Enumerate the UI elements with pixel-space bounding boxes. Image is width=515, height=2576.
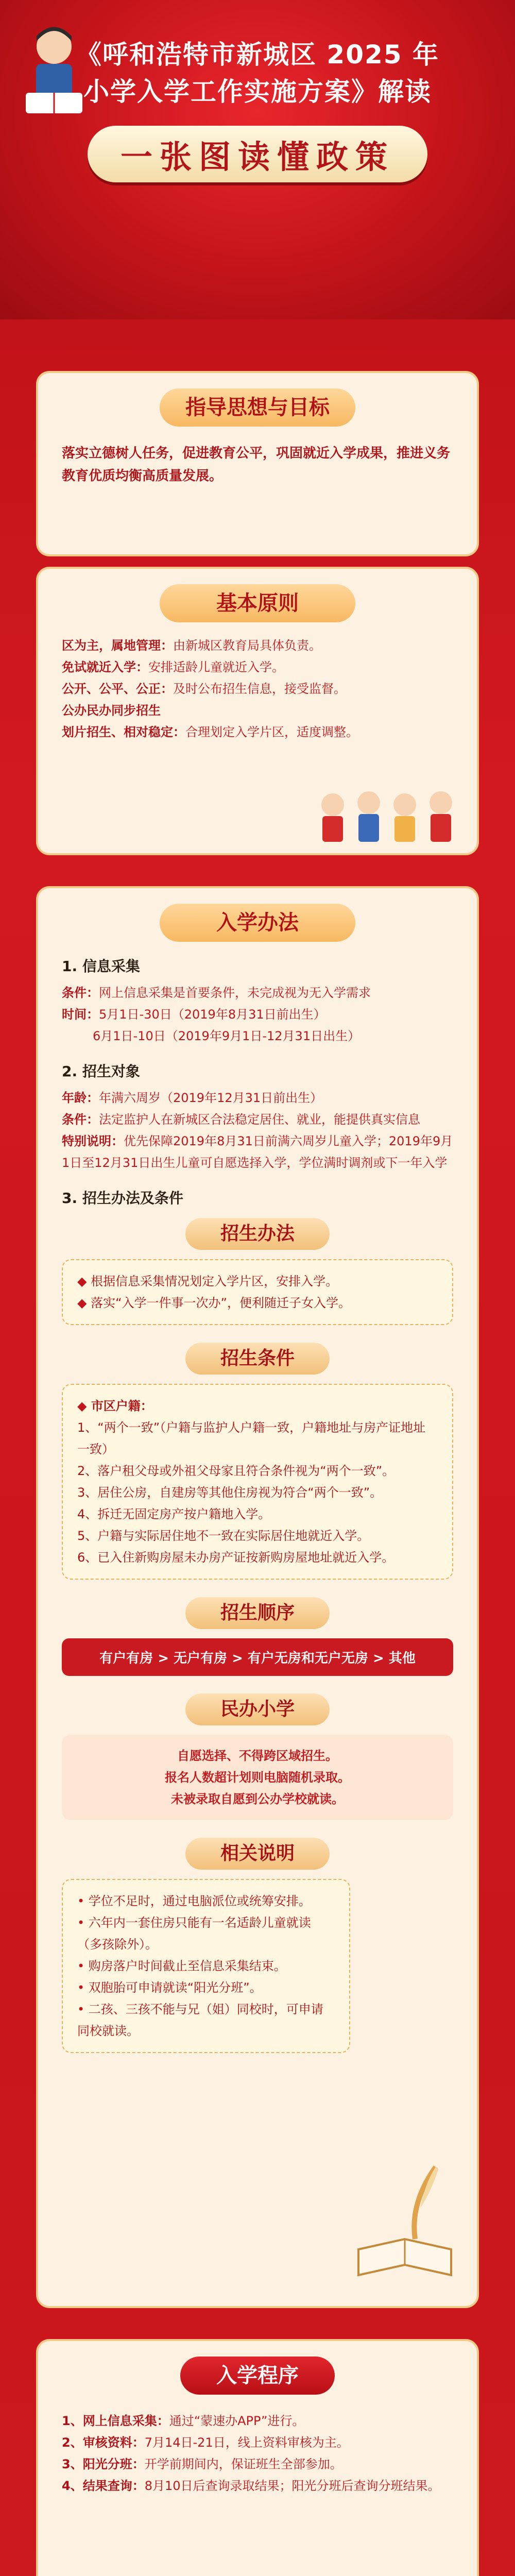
private-item: 报名人数超计划则电脑随机录取。 [165,1770,350,1785]
order-sequence: 有户有房 > 无户有房 > 有户无房和无户无房 > 其他 [62,1638,453,1676]
condition-title: ◆ 市区户籍： [77,1399,153,1413]
principle-row: 公办民办同步招生 [62,703,161,718]
procedure-step: 3、阳光分班：开学前期间内，保证班生全部参加。 [62,2457,342,2471]
principle-row: 划片招生、相对稳定：合理划定入学片区，适度调整。 [62,725,358,739]
principle-row: 区为主，属地管理：由新城区教育局具体负责。 [62,638,321,653]
condition-item: 4、拆迁无固定房产按户籍地入学。 [77,1507,271,1521]
admission-card [36,886,479,2308]
procedure-step: 2、审核资料：7月14日-21日，线上资料审核为主。 [62,2435,349,2450]
notes-heading: 相关说明 [185,1838,330,1870]
procedure-step: 4、结果查询：8月10日后查询录取结果；阳光分班后查询分班结果。 [62,2479,440,2493]
procedure-step: 1、网上信息采集：通过“蒙速办APP”进行。 [62,2414,305,2428]
target-row: 年龄：年满六周岁（2019年12月31日前出生） [62,1091,323,1105]
condition-box [62,1384,453,1580]
condition-item: 6、已入住新购房屋未办房产证按新购房屋地址就近入学。 [77,1550,394,1565]
children-group-icon [312,784,467,846]
notes-item: • 购房落户时间截止至信息采集结束。 [77,1959,286,1973]
principles-heading: 基本原则 [160,584,355,622]
method-item: ◆ 根据信息采集情况划定入学片区，安排入学。 [77,1274,338,1289]
private-item: 未被录取自愿到公办学校就读。 [171,1792,344,1806]
notes-box [62,1879,350,2053]
guiding-text: 落实立德树人任务，促进教育公平，巩固就近入学成果，推进义务教育优质均衡高质量发展。 [62,446,451,484]
guiding-card [36,371,479,556]
guiding-heading: 指导思想与目标 [160,388,355,427]
condition-item: 5、户籍与实际居住地不一致在实际居住地就近入学。 [77,1529,370,1543]
method-heading: 招生办法 [185,1218,330,1250]
method-box [62,1259,453,1325]
private-box [62,1735,453,1820]
student-reading-icon [15,21,93,129]
notes-item: • 六年内一套住房只能有一名适龄儿童就读（多孩除外）。 [77,1916,311,1952]
procedure-card [36,2339,479,2576]
info-row: 6月1日-10日（2019年9月1日-12月31日出生） [93,1029,360,1043]
hero-title-line1: 《呼和浩特市新城区 2025 年 [76,40,439,70]
target-row: 特别说明：优先保障2019年8月31日前满六周岁儿童入学；2019年9月1日至12月31日出生儿童可自愿选择入学，学位满时调剂或下一年入学 [62,1134,453,1170]
info-row: 时间：5月1日-30日（2019年8月31日前出生） [62,1007,326,1022]
principle-row: 免试就近入学：安排适龄儿童就近入学。 [62,660,284,674]
section-target-title: 2. 招生对象 [62,1063,140,1080]
section-info-title: 1. 信息采集 [62,958,140,975]
private-heading: 民办小学 [185,1693,330,1725]
section-method-title: 3. 招生办法及条件 [62,1190,183,1207]
order-heading: 招生顺序 [185,1597,330,1629]
condition-item: 1、“两个一致”（户籍与监护人户籍一致，户籍地址与房产证地址一致） [77,1420,426,1456]
condition-heading: 招生条件 [185,1343,330,1375]
hero-title-line2: 小学入学工作实施方案》解读 [83,77,432,107]
hero-banner: 一张图读懂政策 [88,126,427,182]
hero-section [0,0,515,319]
info-row: 条件：网上信息采集是首要条件，未完成视为无入学需求 [62,986,371,1000]
admission-heading: 入学办法 [160,904,355,942]
private-item: 自愿选择、不得跨区域招生。 [177,1749,338,1763]
target-row: 条件：法定监护人在新城区合法稳定居住、就业，能提供真实信息 [62,1112,420,1127]
condition-item: 2、落户租父母或外祖父母家且符合条件视为“两个一致”。 [77,1464,395,1478]
principle-row: 公开、公平、公正：及时公布招生信息，接受监督。 [62,682,346,696]
notes-item: • 二孩、三孩不能与兄（姐）同校时，可申请同校就读。 [77,2002,323,2038]
book-quill-icon [348,2162,461,2285]
notes-item: • 学位不足时，通过电脑派位或统筹安排。 [77,1894,311,1908]
principles-card [36,567,479,855]
condition-item: 3、居住公房，自建房等其他住房视为符合“两个一致”。 [77,1485,383,1500]
notes-item: • 双胞胎可申请就读“阳光分班”。 [77,1980,262,1995]
procedure-heading: 入学程序 [180,2357,335,2395]
method-item: ◆ 落实“入学一件事一次办”，便利随迁子女入学。 [77,1296,351,1310]
